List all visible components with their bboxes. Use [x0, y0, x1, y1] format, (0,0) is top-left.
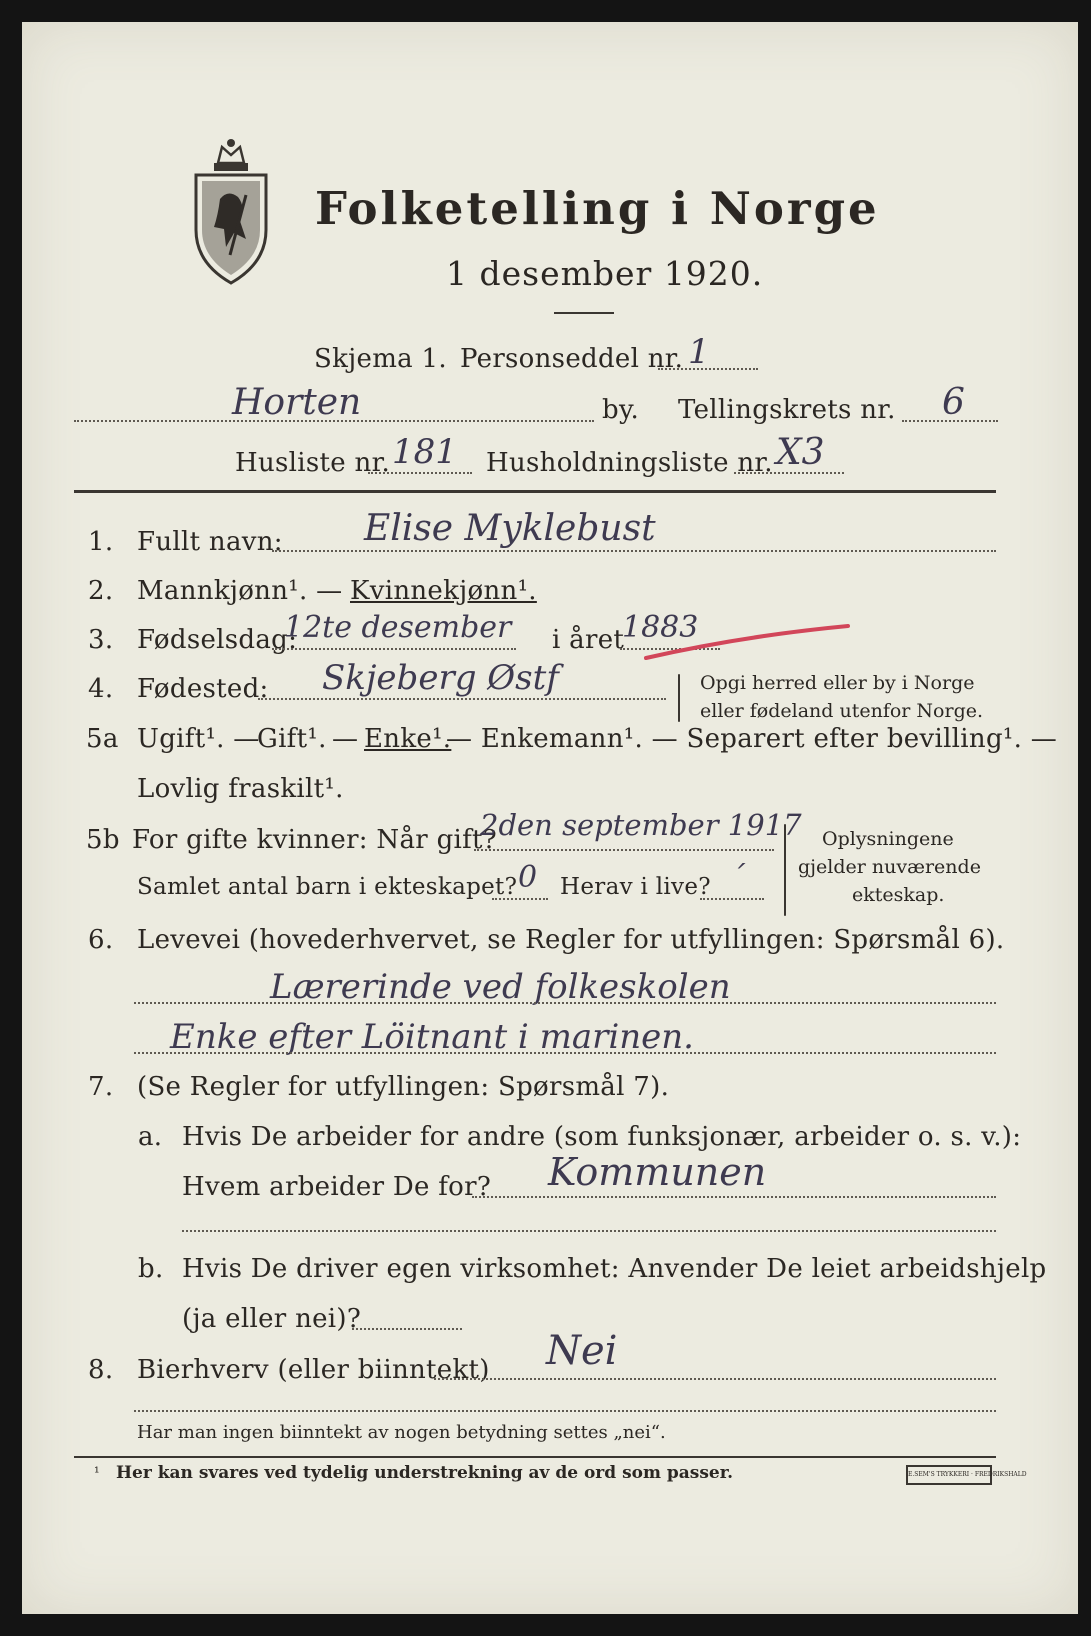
q7a-letter: a. [138, 1122, 163, 1152]
husliste-value: 181 [392, 432, 457, 472]
q2-male: Mannkjønn¹. — [137, 576, 343, 606]
q7b-letter: b. [138, 1254, 164, 1284]
footnote-mark: ¹ [94, 1465, 100, 1481]
husholdning-value: X3 [776, 432, 825, 473]
husliste-line [368, 472, 472, 474]
q5b-line [474, 849, 774, 851]
tellingskrets-label: Tellingskrets nr. [678, 395, 896, 425]
tellingskrets-value: 6 [942, 382, 965, 423]
q3-number: 3. [88, 625, 114, 655]
q4-note-line2: eller fødeland utenfor Norge. [700, 700, 984, 722]
q7b-question: (ja eller nei)? [182, 1304, 362, 1334]
title-divider [554, 312, 614, 314]
q1-line [272, 550, 996, 552]
q1-label: Fullt navn: [137, 527, 283, 557]
q6-value-line1: Lærerinde ved folkeskolen [270, 967, 731, 1007]
q1-value: Elise Myklebust [364, 508, 656, 549]
q5a-enke-underlined: Enke¹. [364, 724, 452, 754]
q5b-note-line1: Oplysningene [822, 828, 954, 850]
footer-rule [74, 1456, 996, 1458]
q2-number: 2. [88, 576, 114, 606]
schema-label: Skjema 1. [314, 344, 447, 374]
red-pencil-mark [642, 622, 852, 662]
q5b-label: For gifte kvinner: Når gift? [132, 825, 498, 855]
q6-label: Levevei (hovederhvervet, se Regler for utfyllingen: Spørsmål 6). [137, 925, 1005, 955]
q5b-children-label: Samlet antal barn i ekteskapet? [137, 874, 518, 900]
q1-number: 1. [88, 527, 114, 557]
city-value: Horten [232, 382, 362, 423]
q6-line1 [134, 1002, 996, 1004]
by-label: by. [602, 395, 640, 425]
q7a-line [472, 1196, 996, 1198]
q3-line [272, 648, 516, 650]
q5b-alive-label: Herav i live? [560, 874, 711, 900]
q7b-line [352, 1328, 462, 1330]
header-rule [74, 490, 996, 493]
q5a-number: 5a [86, 724, 119, 754]
q4-line [258, 698, 666, 700]
q4-value: Skjeberg Østf [322, 658, 559, 698]
personseddel-label: Personseddel nr. [460, 344, 684, 374]
q3-year-label: i året [552, 625, 625, 655]
personseddel-value: 1 [688, 332, 710, 372]
q8-value: Nei [546, 1328, 618, 1374]
q5a-ugift: Ugift¹. — [137, 724, 260, 754]
q8-label: Bierhverv (eller biinntekt) [137, 1355, 490, 1385]
q7a-value: Kommunen [548, 1150, 767, 1194]
q6-value-line2: Enke efter Löitnant i marinen. [170, 1017, 694, 1057]
q6-number: 6. [88, 925, 114, 955]
q5b-number: 5b [86, 825, 120, 855]
husliste-label: Husliste nr. [235, 448, 391, 478]
printer-stamp: E.SEM'S TRYKKERI · FREDRIKSHALD [906, 1465, 992, 1485]
q5a-dash: — [332, 724, 359, 754]
footer-note: Har man ingen biinntekt av nogen betydning settes „nei“. [137, 1422, 666, 1443]
q5b-alive-value: ´ [730, 860, 745, 895]
q4-note-brace [678, 674, 680, 722]
q3-label: Fødselsdag: [137, 625, 298, 655]
q6-line2 [134, 1052, 996, 1054]
q8-extra-line [134, 1410, 996, 1412]
q5a-rest: — Enkemann¹. — Separert efter bevilling¹. — [446, 724, 1058, 754]
q4-label: Fødested: [137, 674, 269, 704]
q7a-question: Hvem arbeider De for? [182, 1172, 492, 1202]
q4-note-line1: Opgi herred eller by i Norge [700, 672, 975, 694]
q3-value: 12te desember [284, 610, 512, 645]
form-title: Folketelling i Norge [315, 182, 880, 235]
footnote-text: Her kan svares ved tydelig understrekning av de ord som passer. [116, 1463, 734, 1483]
q3-year-value: 1883 [622, 610, 699, 645]
q5b-note-line3: ekteskap. [852, 884, 945, 906]
q7-number: 7. [88, 1072, 114, 1102]
q2-female-underlined: Kvinnekjønn¹. [350, 576, 537, 606]
q5b-value: 2den september 1917 [480, 808, 802, 842]
husholdning-label: Husholdningsliste nr. [486, 448, 773, 478]
q8-line [434, 1378, 996, 1380]
q5b-alive-line [700, 898, 764, 900]
q5a-line2: Lovlig fraskilt¹. [137, 774, 344, 804]
census-date: 1 desember 1920. [446, 254, 764, 293]
q7-label: (Se Regler for utfyllingen: Spørsmål 7). [137, 1072, 670, 1102]
q5a-gift-crossed: Gift¹. [257, 724, 327, 754]
q7b-text: Hvis De driver egen virksomhet: Anvender De leiet arbeidshjelp [182, 1254, 1047, 1284]
q5b-children-value: 0 [518, 860, 538, 895]
q5b-children-line [492, 898, 548, 900]
q8-number: 8. [88, 1355, 114, 1385]
q5b-note-line2: gjelder nuværende [798, 856, 981, 878]
q7a-extra-line [182, 1230, 996, 1232]
q5b-note-brace [784, 824, 786, 916]
coat-of-arms-icon [190, 135, 272, 285]
q4-number: 4. [88, 674, 114, 704]
q7a-text: Hvis De arbeider for andre (som funksjonær, arbeider o. s. v.): [182, 1122, 1022, 1152]
census-form-page [22, 22, 1078, 1614]
